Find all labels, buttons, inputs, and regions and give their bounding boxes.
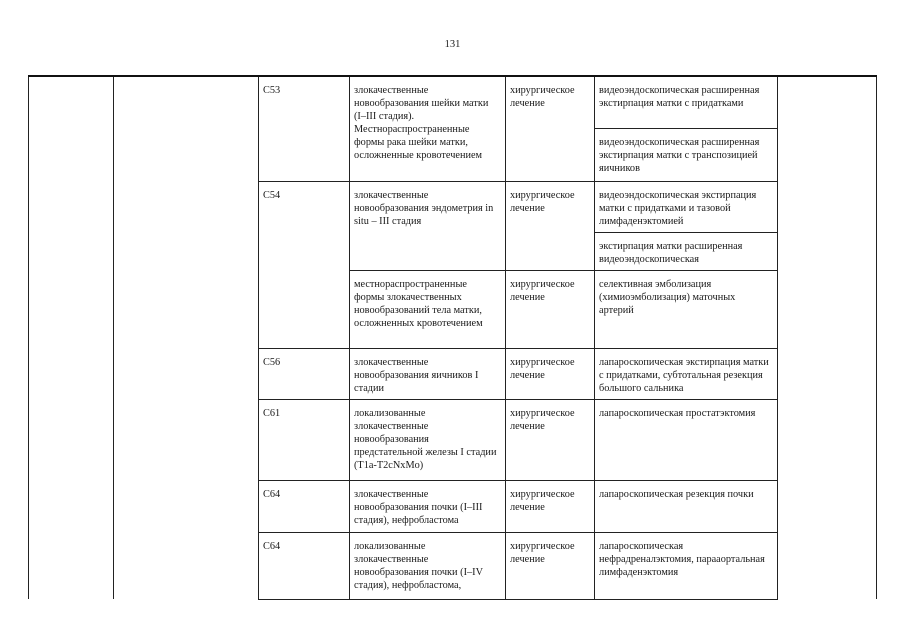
blank-column-1	[29, 76, 114, 599]
table-row	[29, 76, 877, 128]
icd-code-cell: C56	[259, 348, 350, 399]
diagnosis-cell: злокачественные новообразования почки (I–III стадия), нефробластома	[350, 480, 506, 532]
treatment-cell: хирургическое лечение	[506, 480, 595, 532]
method-cell: лапароскопическая резекция почки	[595, 480, 778, 532]
diagnosis-cell: злокачественные новообразования яичников I стадии	[350, 348, 506, 399]
icd-code-cell: C64	[259, 480, 350, 532]
icd-code-cell: C61	[259, 399, 350, 480]
method-cell: лапароскопическая простатэктомия	[595, 399, 778, 480]
diagnosis-cell: локализованные злокачественные новообразования предстательной железы I стадии (T1a-T2cNxMo)	[350, 399, 506, 480]
treatment-cell: хирургическое лечение	[506, 181, 595, 270]
method-cell: селективная эмболизация (химиоэмболизация) маточных артерий	[595, 270, 778, 348]
method-cell: экстирпация матки расширенная видеоэндоскопическая	[595, 232, 778, 270]
icd-code-cell: C53	[259, 76, 350, 181]
treatment-cell: хирургическое лечение	[506, 270, 595, 348]
diagnosis-cell: локализованные злокачественные новообразования почки (I–IV стадия), нефробластома,	[350, 532, 506, 599]
treatment-cell: хирургическое лечение	[506, 399, 595, 480]
method-cell: видеоэндоскопическая расширенная экстирпация матки с транспозицией яичников	[595, 128, 778, 181]
icd-code-cell: C64	[259, 532, 350, 599]
treatment-cell: хирургическое лечение	[506, 76, 595, 181]
method-cell: лапароскопическая нефрадреналэктомия, парааортальная лимфаденэктомия	[595, 532, 778, 599]
diagnosis-cell: злокачественные новообразования шейки матки (I–III стадия). Местнораспространенные формы рака шейки матки, осложненные кровотечением	[350, 76, 506, 181]
diagnosis-cell: злокачественные новообразования эндометрия in situ – III стадия	[350, 181, 506, 270]
diagnosis-cell: местнораспространенные формы злокачественных новообразований тела матки, осложненных кровотечением	[350, 270, 506, 348]
treatment-cell: хирургическое лечение	[506, 348, 595, 399]
page-number: 131	[444, 39, 461, 50]
blank-column-2	[114, 76, 259, 599]
method-cell: лапароскопическая экстирпация матки с придатками, субтотальная резекция большого сальника	[595, 348, 778, 399]
treatment-cell: хирургическое лечение	[506, 532, 595, 599]
method-cell: видеоэндоскопическая экстирпация матки с придатками и тазовой лимфаденэктомией	[595, 181, 778, 232]
blank-column-7	[778, 76, 877, 599]
method-cell: видеоэндоскопическая расширенная экстирпация матки с придатками	[595, 76, 778, 128]
treatment-table	[28, 75, 877, 600]
icd-code-cell: C54	[259, 181, 350, 348]
